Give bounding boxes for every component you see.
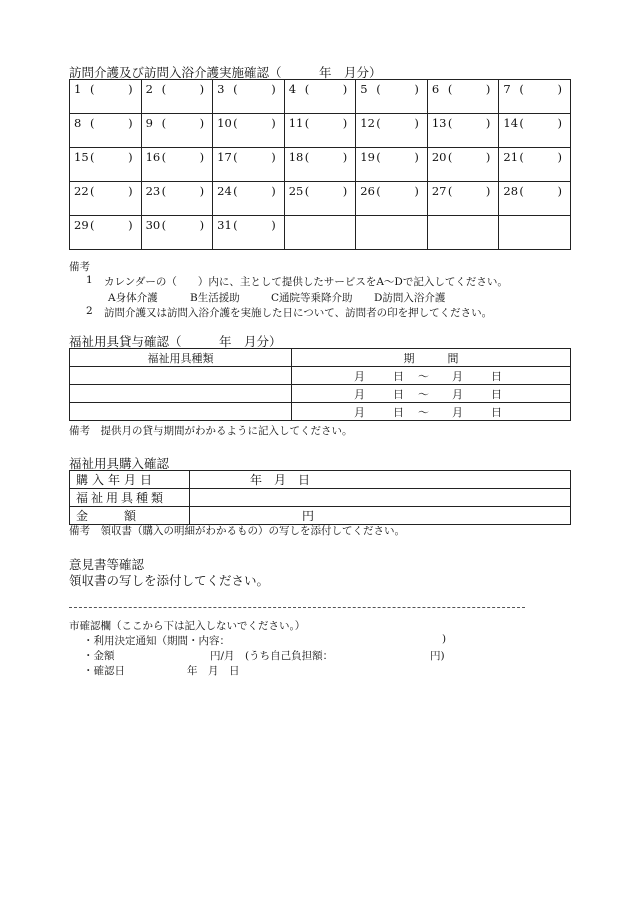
service-entry-open-paren: (: [90, 82, 95, 96]
table-row: [70, 403, 571, 421]
calendar-day-number: 15: [74, 150, 89, 164]
calendar-day-number: 2: [145, 82, 153, 96]
calendar-day-number: 11: [288, 116, 304, 130]
service-entry-open-paren: (: [233, 150, 238, 164]
city-section-title: 市確認欄（ここから下は記入しないでください。）: [69, 620, 306, 632]
rental-section-title: 福祉用具貸与確認（ 年 月分）: [69, 334, 282, 349]
calendar-day-cell[interactable]: [499, 114, 571, 148]
service-entry-open-paren: (: [233, 82, 238, 96]
calendar-day-cell[interactable]: [141, 114, 213, 148]
city-amount-unit: 円/月 (うち自己負担額：: [210, 650, 334, 662]
service-entry-open-paren: (: [161, 150, 167, 164]
table-row: [70, 507, 571, 525]
calendar-day-cell[interactable]: [70, 148, 142, 182]
service-entry-close-paren: ): [342, 82, 348, 96]
purchase-item-label: 福祉用具種類: [70, 489, 190, 507]
service-entry-close-paren: ): [128, 150, 133, 164]
service-entry-close-paren: ): [342, 150, 348, 164]
calendar-week-row: [70, 80, 571, 114]
calendar-day-number: 12: [360, 116, 375, 130]
service-entry-close-paren: ): [485, 150, 491, 164]
service-entry-open-paren: (: [376, 116, 381, 130]
calendar-day-number: 18: [288, 150, 304, 164]
calendar-day-number: 13: [431, 116, 447, 130]
service-entry-open-paren: (: [233, 116, 238, 130]
visit-service-a: A身体介護: [108, 292, 158, 304]
service-entry-open-paren: (: [376, 184, 381, 198]
calendar-day-cell[interactable]: [213, 216, 285, 250]
visit-note1: カレンダーの（ ）内に、主として提供したサービスをA～Dで記入してください。: [104, 276, 508, 288]
calendar-day-number: 5: [360, 82, 368, 96]
period-day-label: 日: [491, 405, 502, 419]
calendar-day-number: 31: [217, 218, 232, 232]
calendar-day-cell[interactable]: [70, 182, 142, 216]
rental-note: 備考 提供月の貸与期間がわかるように記入してください。: [69, 425, 353, 437]
period-month-label: 月: [354, 387, 365, 401]
calendar-day-cell[interactable]: [141, 80, 213, 114]
calendar-week-row: [70, 216, 571, 250]
calendar-day-cell[interactable]: [284, 148, 356, 182]
service-entry-close-paren: ): [342, 184, 348, 198]
calendar-day-cell[interactable]: [141, 216, 213, 250]
service-entry-close-paren: ): [128, 82, 133, 96]
calendar-day-cell[interactable]: [70, 114, 142, 148]
calendar-day-cell[interactable]: [427, 114, 499, 148]
visit-note2: 訪問介護又は訪問入浴介護を実施した日について、訪問者の印を押してください。: [104, 307, 493, 319]
service-entry-close-paren: ): [342, 116, 348, 130]
service-entry-open-paren: (: [161, 82, 167, 96]
service-entry-close-paren: ): [271, 150, 276, 164]
calendar-day-cell[interactable]: [213, 182, 285, 216]
calendar-day-number: 19: [360, 150, 375, 164]
service-entry-open-paren: (: [304, 82, 310, 96]
rental-item-cell[interactable]: [70, 385, 292, 403]
calendar-day-cell[interactable]: [356, 114, 428, 148]
visit-section-title: 訪問介護及び訪問入浴介護実施確認（ 年 月分）: [69, 65, 382, 80]
service-entry-open-paren: (: [90, 116, 95, 130]
calendar-day-number: 4: [288, 82, 297, 96]
service-entry-open-paren: (: [304, 116, 310, 130]
service-entry-close-paren: ): [199, 218, 205, 232]
service-entry-open-paren: (: [304, 150, 310, 164]
rental-header-period: 期 間: [292, 349, 571, 367]
calendar-day-cell[interactable]: [499, 80, 571, 114]
period-day-label: 日: [393, 369, 404, 383]
period-month-label: 月: [354, 369, 365, 383]
table-row: [70, 367, 571, 385]
calendar-day-cell[interactable]: [141, 148, 213, 182]
calendar-day-number: 1: [74, 82, 82, 96]
purchase-section-title: 福祉用具購入確認: [69, 456, 170, 471]
table-row: [70, 471, 571, 489]
period-day-label: 日: [491, 369, 502, 383]
service-entry-close-paren: ): [128, 218, 133, 232]
calendar-day-cell[interactable]: [356, 148, 428, 182]
city-amount-close: 円): [430, 650, 445, 662]
rental-period-cell[interactable]: [292, 367, 571, 385]
service-entry-close-paren: ): [271, 116, 276, 130]
calendar-day-number: 25: [288, 184, 304, 198]
service-entry-close-paren: ): [199, 116, 205, 130]
purchase-date-label: 購入年月日: [70, 471, 190, 489]
service-entry-close-paren: ): [199, 82, 205, 96]
calendar-day-cell[interactable]: [427, 182, 499, 216]
service-entry-open-paren: (: [447, 150, 453, 164]
service-entry-open-paren: (: [161, 116, 167, 130]
visit-note1-number: 1: [86, 274, 93, 286]
service-entry-open-paren: (: [519, 116, 524, 130]
service-entry-open-paren: (: [447, 82, 453, 96]
calendar-day-number: 29: [74, 218, 89, 232]
purchase-item-value[interactable]: [190, 489, 571, 507]
service-entry-open-paren: (: [519, 82, 524, 96]
service-entry-close-paren: ): [414, 150, 419, 164]
calendar-week-row: [70, 182, 571, 216]
service-entry-close-paren: ): [557, 184, 562, 198]
calendar-day-number: 10: [217, 116, 232, 130]
period-day-label: 日: [393, 387, 404, 401]
calendar-day-cell[interactable]: [213, 80, 285, 114]
calendar-day-number: 6: [431, 82, 440, 96]
cut-line-divider: [69, 607, 525, 608]
purchase-amount-value[interactable]: 円: [190, 507, 571, 525]
service-entry-open-paren: (: [233, 184, 238, 198]
service-entry-open-paren: (: [233, 218, 238, 232]
opinion-text: 領収書の写しを添付してください。: [69, 573, 270, 588]
calendar-day-cell[interactable]: [213, 114, 285, 148]
service-entry-close-paren: ): [485, 116, 491, 130]
service-entry-close-paren: ): [557, 82, 562, 96]
service-entry-close-paren: ): [414, 184, 419, 198]
rental-period-cell[interactable]: [292, 403, 571, 421]
period-month-label: 月: [452, 369, 463, 383]
city-amount-label: ・金額: [83, 650, 115, 662]
calendar-empty-cell: [499, 216, 571, 250]
calendar-day-cell[interactable]: [356, 80, 428, 114]
period-tilde: ～: [418, 369, 429, 383]
visit-note2-number: 2: [86, 305, 93, 317]
calendar-day-number: 22: [74, 184, 89, 198]
purchase-amount-label: 金 額: [70, 507, 190, 525]
calendar-empty-cell: [427, 216, 499, 250]
period-month-label: 月: [354, 405, 365, 419]
visit-service-c: C通院等乗降介助: [271, 292, 353, 304]
service-entry-close-paren: ): [199, 150, 205, 164]
purchase-date-value[interactable]: 年 月 日: [190, 471, 571, 489]
service-entry-open-paren: (: [90, 218, 95, 232]
calendar-day-number: 20: [431, 150, 447, 164]
calendar-day-number: 27: [431, 184, 447, 198]
period-tilde: ～: [418, 405, 429, 419]
calendar-day-cell[interactable]: [141, 182, 213, 216]
calendar-day-number: 17: [217, 150, 232, 164]
service-entry-open-paren: (: [161, 184, 167, 198]
service-entry-close-paren: ): [271, 218, 276, 232]
calendar-day-number: 7: [503, 82, 511, 96]
calendar-week-row: [70, 114, 571, 148]
rental-item-cell[interactable]: [70, 367, 292, 385]
visit-service-b: B生活援助: [190, 292, 240, 304]
service-entry-close-paren: ): [271, 184, 276, 198]
service-entry-close-paren: ): [485, 82, 491, 96]
city-notice-close: ): [442, 633, 447, 645]
purchase-table: [69, 470, 571, 525]
calendar-day-number: 26: [360, 184, 375, 198]
calendar-day-number: 3: [217, 82, 225, 96]
calendar-day-number: 8: [74, 116, 82, 130]
calendar-day-number: 14: [503, 116, 519, 130]
city-date-value: 年 月 日: [187, 665, 240, 677]
purchase-note: 備考 領収書（購入の明細がわかるもの）の写しを添付してください。: [69, 525, 405, 537]
service-entry-close-paren: ): [199, 184, 205, 198]
service-entry-close-paren: ): [128, 116, 133, 130]
period-day-label: 日: [491, 387, 502, 401]
rental-header-item: 福祉用具種類: [70, 349, 292, 367]
visit-notes-label: 備考: [69, 261, 90, 273]
rental-period-cell[interactable]: [292, 385, 571, 403]
service-entry-close-paren: ): [557, 150, 562, 164]
calendar-day-number: 21: [503, 150, 519, 164]
calendar-day-number: 9: [145, 116, 153, 130]
service-entry-open-paren: (: [90, 184, 95, 198]
opinion-section-title: 意見書等確認: [69, 557, 145, 572]
visit-calendar: [69, 79, 571, 250]
service-entry-open-paren: (: [447, 116, 453, 130]
calendar-day-cell[interactable]: [284, 114, 356, 148]
city-date-label: ・確認日: [83, 665, 125, 677]
service-entry-open-paren: (: [376, 150, 381, 164]
calendar-day-cell[interactable]: [499, 182, 571, 216]
calendar-empty-cell: [356, 216, 428, 250]
calendar-day-number: 24: [217, 184, 232, 198]
calendar-day-cell[interactable]: [427, 80, 499, 114]
visit-service-d: D訪問入浴介護: [374, 292, 446, 304]
calendar-day-number: 23: [145, 184, 161, 198]
table-row: [70, 489, 571, 507]
period-day-label: 日: [393, 405, 404, 419]
calendar-day-cell[interactable]: [213, 148, 285, 182]
service-entry-close-paren: ): [557, 116, 562, 130]
service-entry-close-paren: ): [485, 184, 491, 198]
table-row: [70, 385, 571, 403]
calendar-day-cell[interactable]: [284, 80, 356, 114]
service-entry-open-paren: (: [161, 218, 167, 232]
calendar-day-cell[interactable]: [499, 148, 571, 182]
rental-header-row: [70, 349, 571, 367]
calendar-day-number: 16: [145, 150, 161, 164]
rental-table: [69, 348, 571, 421]
calendar-day-cell[interactable]: [70, 216, 142, 250]
calendar-day-number: 30: [145, 218, 161, 232]
service-entry-open-paren: (: [90, 150, 95, 164]
service-entry-close-paren: ): [128, 184, 133, 198]
period-month-label: 月: [452, 405, 463, 419]
service-entry-open-paren: (: [304, 184, 310, 198]
service-entry-open-paren: (: [519, 150, 524, 164]
calendar-day-cell[interactable]: [284, 182, 356, 216]
city-notice-label: ・利用決定通知（期間・内容：: [83, 635, 230, 647]
calendar-day-number: 28: [503, 184, 519, 198]
calendar-day-cell[interactable]: [427, 148, 499, 182]
service-entry-close-paren: ): [414, 82, 419, 96]
service-entry-open-paren: (: [447, 184, 453, 198]
service-entry-close-paren: ): [271, 82, 276, 96]
calendar-day-cell[interactable]: [356, 182, 428, 216]
calendar-day-cell[interactable]: [70, 80, 142, 114]
service-entry-close-paren: ): [414, 116, 419, 130]
period-month-label: 月: [452, 387, 463, 401]
service-entry-open-paren: (: [519, 184, 524, 198]
service-entry-open-paren: (: [376, 82, 381, 96]
calendar-empty-cell: [284, 216, 356, 250]
calendar-week-row: [70, 148, 571, 182]
rental-item-cell[interactable]: [70, 403, 292, 421]
period-tilde: ～: [418, 387, 429, 401]
